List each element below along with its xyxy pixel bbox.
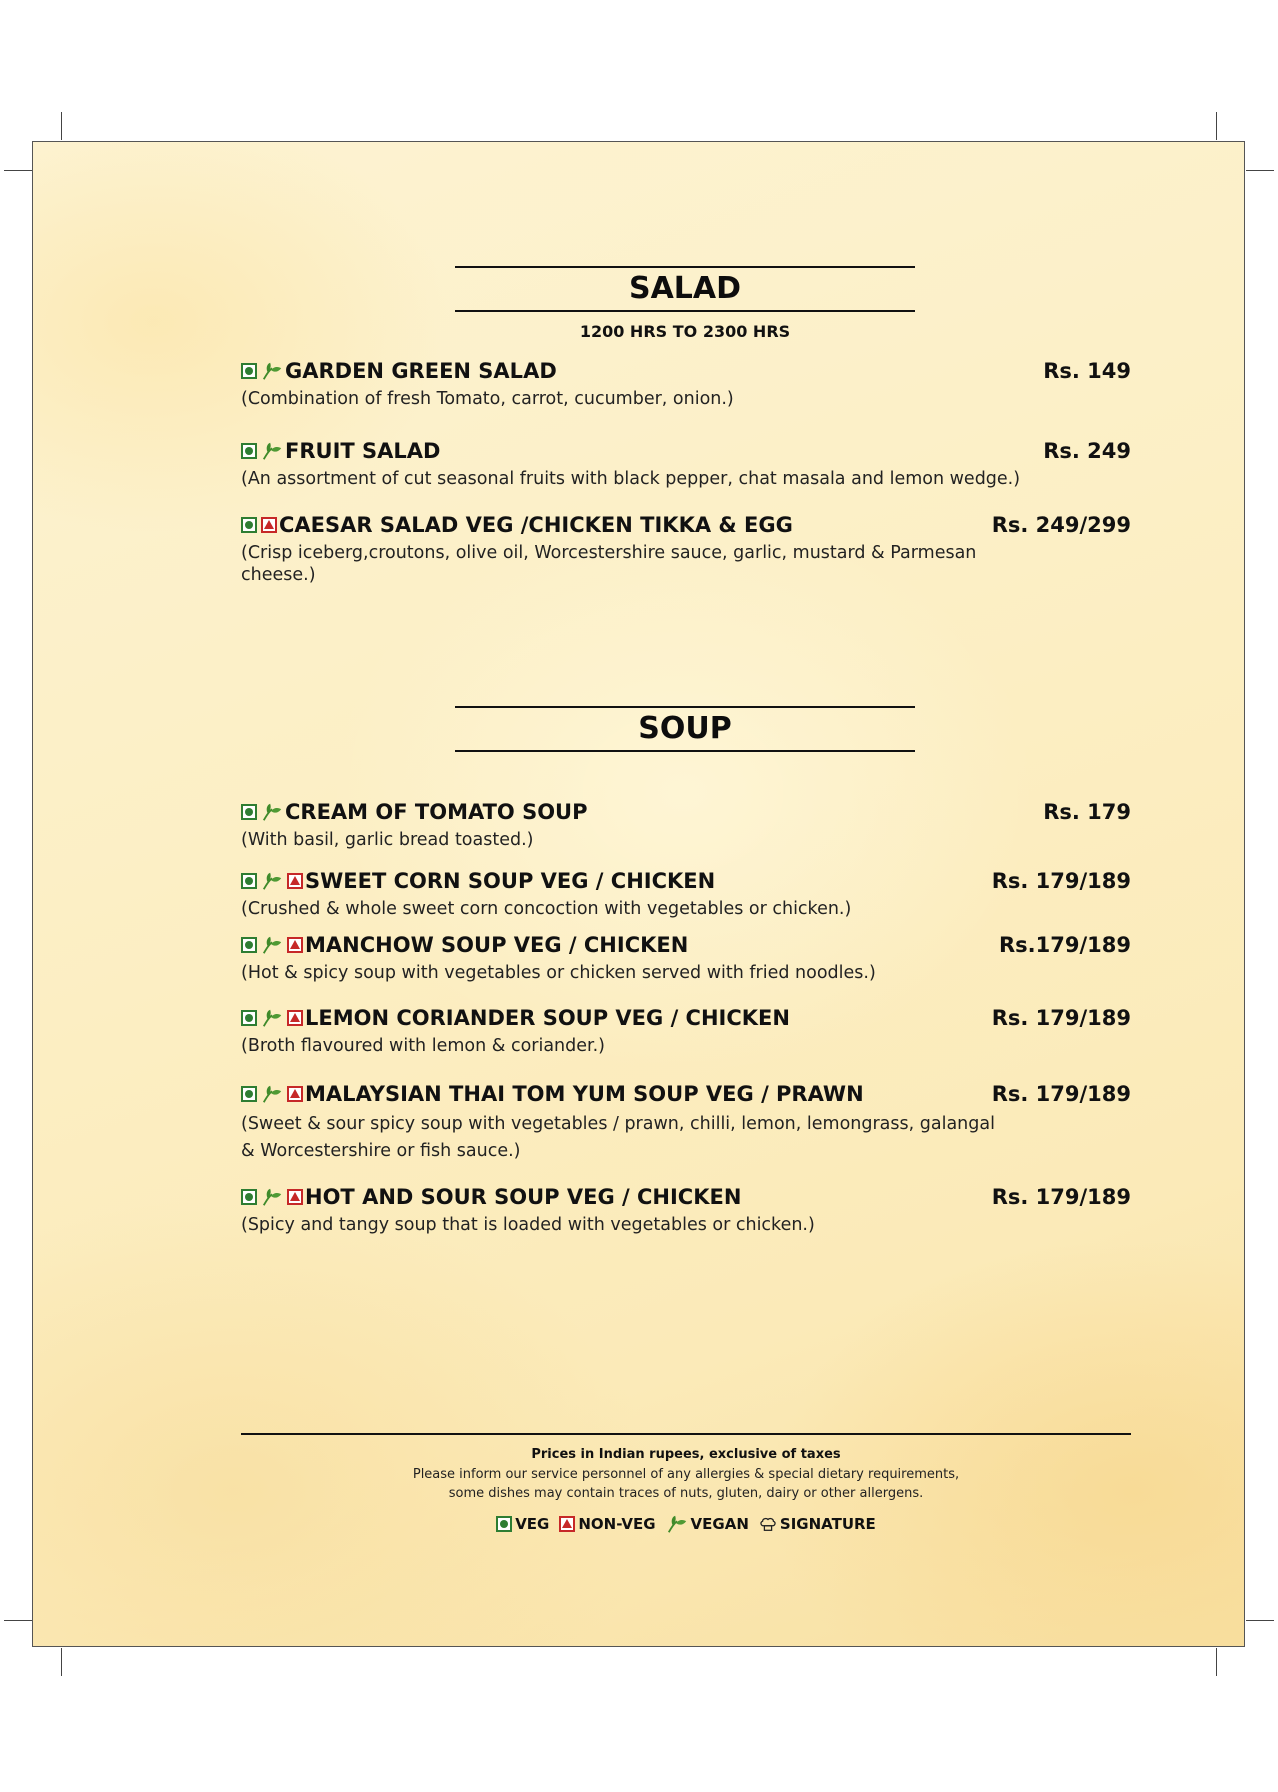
soup-title: SOUP xyxy=(638,711,732,746)
legend-non-veg xyxy=(559,1515,655,1533)
veg-icon xyxy=(241,1189,257,1205)
legend xyxy=(241,1513,1131,1535)
salad-hours: 1200 HRS TO 2300 HRS xyxy=(579,322,791,341)
non-veg-icon xyxy=(287,937,303,953)
item-price: Rs. 249/299 xyxy=(991,513,1131,537)
item-price: Rs. 249 xyxy=(1043,439,1131,463)
item-price: Rs.179/189 xyxy=(999,933,1131,957)
vegan-icon xyxy=(261,870,283,892)
item-description: (Sweet & sour spicy soup with vegetables / prawn, chilli, lemon, lemongrass, galangal & Worcestershire or fish sauce.) xyxy=(241,1114,995,1161)
non-veg-icon xyxy=(287,1189,303,1205)
menu-item-header xyxy=(241,510,1131,540)
crop-mark xyxy=(1246,1620,1274,1621)
item-name: MALAYSIAN THAI TOM YUM SOUP VEG / PRAWN xyxy=(305,1082,864,1106)
vegan-icon xyxy=(261,1083,283,1105)
item-price: Rs. 149 xyxy=(1043,359,1131,383)
menu-item-header xyxy=(241,1079,1131,1109)
crop-mark xyxy=(1216,1648,1217,1676)
crop-mark xyxy=(1216,112,1217,140)
legend-vegan-label: VEGAN xyxy=(690,1515,749,1533)
item-description: (Spicy and tangy soup that is loaded with vegetables or chicken.) xyxy=(241,1215,815,1235)
item-description: (Combination of fresh Tomato, carrot, cucumber, onion.) xyxy=(241,389,734,409)
divider xyxy=(455,310,915,312)
item-description: (With basil, garlic bread toasted.) xyxy=(241,830,534,850)
legend-vegan xyxy=(666,1513,749,1535)
non-veg-icon xyxy=(287,1010,303,1026)
crop-mark xyxy=(61,112,62,140)
item-name: SWEET CORN SOUP VEG / CHICKEN xyxy=(305,869,716,893)
item-description: (An assortment of cut seasonal fruits with black pepper, chat masala and lemon wedge.) xyxy=(241,469,1021,489)
legend-veg-label: VEG xyxy=(515,1515,550,1533)
item-name: CREAM OF TOMATO SOUP xyxy=(285,800,588,824)
legend-signature xyxy=(759,1515,876,1533)
non-veg-icon xyxy=(261,517,277,533)
menu-item xyxy=(241,356,1131,410)
menu-item xyxy=(241,866,1131,920)
crop-mark xyxy=(61,1648,62,1676)
veg-icon xyxy=(241,873,257,889)
menu-item xyxy=(241,510,1131,586)
vegan-icon xyxy=(261,440,283,462)
item-name: MANCHOW SOUP VEG / CHICKEN xyxy=(305,933,689,957)
allergy-note: Please inform our service personnel of any allergies & special dietary requirements, xyxy=(412,1467,960,1482)
diet-icons xyxy=(241,801,283,823)
diet-icons xyxy=(241,934,303,956)
menu-item xyxy=(241,1003,1131,1057)
diet-icons xyxy=(241,1083,303,1105)
item-name: CAESAR SALAD VEG /CHICKEN TIKKA & EGG xyxy=(279,513,793,537)
item-name: GARDEN GREEN SALAD xyxy=(285,359,557,383)
salad-section-header xyxy=(455,266,915,312)
vegan-icon xyxy=(261,1007,283,1029)
item-name: LEMON CORIANDER SOUP VEG / CHICKEN xyxy=(305,1006,790,1030)
crop-mark xyxy=(4,1620,32,1621)
menu-item-header xyxy=(241,1182,1131,1212)
non-veg-icon xyxy=(559,1516,575,1532)
salad-title: SALAD xyxy=(628,271,742,306)
divider xyxy=(241,1433,1131,1435)
vegan-icon xyxy=(261,934,283,956)
item-name: FRUIT SALAD xyxy=(285,439,441,463)
veg-icon xyxy=(241,443,257,459)
vegan-icon xyxy=(261,1186,283,1208)
menu-footer xyxy=(241,1433,1131,1535)
veg-icon xyxy=(496,1516,512,1532)
menu-item xyxy=(241,930,1131,984)
legend-signature-label: SIGNATURE xyxy=(779,1515,876,1533)
diet-icons xyxy=(241,517,277,533)
item-description: (Crisp iceberg,croutons, olive oil, Worcestershire sauce, garlic, mustard & Parmesan cheese.) xyxy=(241,543,977,585)
menu-page xyxy=(32,141,1245,1647)
item-description: (Hot & spicy soup with vegetables or chicken served with fried noodles.) xyxy=(241,963,876,983)
item-price: Rs. 179/189 xyxy=(991,1006,1131,1030)
menu-item xyxy=(241,1182,1131,1236)
menu-item-header xyxy=(241,797,1131,827)
menu-item xyxy=(241,436,1131,490)
veg-icon xyxy=(241,937,257,953)
chef-hat-icon xyxy=(759,1515,777,1533)
menu-item-header xyxy=(241,866,1131,896)
item-price: Rs. 179 xyxy=(1043,800,1131,824)
diet-icons xyxy=(241,440,283,462)
veg-icon xyxy=(241,1086,257,1102)
menu-item xyxy=(241,797,1131,851)
veg-icon xyxy=(241,363,257,379)
non-veg-icon xyxy=(287,1086,303,1102)
vegan-icon xyxy=(261,801,283,823)
menu-item-header xyxy=(241,1003,1131,1033)
item-price: Rs. 179/189 xyxy=(991,1082,1131,1106)
diet-icons xyxy=(241,870,303,892)
menu-item-header xyxy=(241,436,1131,466)
crop-mark xyxy=(4,170,32,171)
item-price: Rs. 179/189 xyxy=(991,1185,1131,1209)
veg-icon xyxy=(241,1010,257,1026)
legend-non-veg-label: NON-VEG xyxy=(578,1515,656,1533)
menu-item xyxy=(241,1079,1131,1165)
item-description: (Crushed & whole sweet corn concoction with vegetables or chicken.) xyxy=(241,899,852,919)
crop-mark xyxy=(1246,170,1274,171)
allergen-note: some dishes may contain traces of nuts, gluten, dairy or other allergens. xyxy=(448,1486,924,1501)
menu-item-header xyxy=(241,930,1131,960)
diet-icons xyxy=(241,1007,303,1029)
menu-item-header xyxy=(241,356,1131,386)
item-name: HOT AND SOUR SOUP VEG / CHICKEN xyxy=(305,1185,742,1209)
divider xyxy=(455,750,915,752)
diet-icons xyxy=(241,1186,303,1208)
vegan-icon xyxy=(261,360,283,382)
vegan-icon xyxy=(666,1513,688,1535)
non-veg-icon xyxy=(287,873,303,889)
veg-icon xyxy=(241,517,257,533)
diet-icons xyxy=(241,360,283,382)
item-description: (Broth flavoured with lemon & coriander.) xyxy=(241,1036,606,1056)
price-note: Prices in Indian rupees, exclusive of taxes xyxy=(531,1447,841,1462)
veg-icon xyxy=(241,804,257,820)
item-price: Rs. 179/189 xyxy=(991,869,1131,893)
legend-veg xyxy=(496,1515,549,1533)
soup-section-header xyxy=(455,706,915,752)
